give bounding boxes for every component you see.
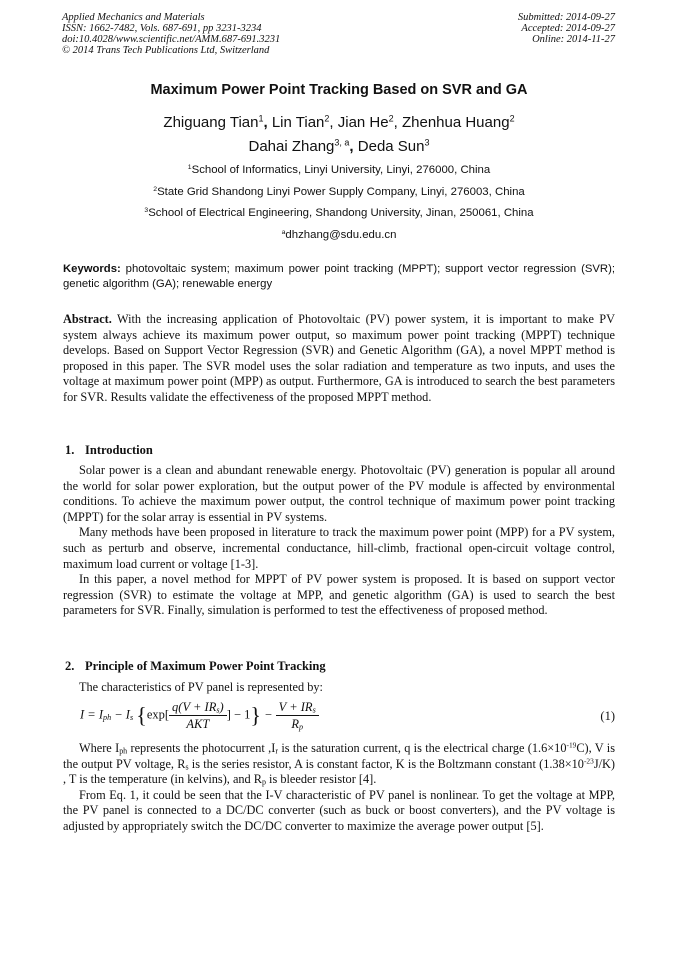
keywords [63, 262, 615, 292]
affiliation-email [0, 229, 678, 241]
text-run: is the series resistor, A is constant factor, K is the Boltzmann constant (1.38×10 [188, 756, 584, 771]
text-run: represents the photocurrent ,I [127, 741, 276, 755]
affiliation-sup: 3 [144, 206, 149, 214]
eq-sub: ph [103, 713, 112, 722]
copyright-line: © 2014 Trans Tech Publications Ltd, Switzerland [62, 45, 270, 56]
eq-den: R [291, 717, 299, 731]
equation-1: $I = I_{ph} - I_s$ {exp[ $\frac{q(V + IR_s)}{\text{AKT}}$ ] − 1} − $\frac{V + IR_s}{R_p}$ (1) [80, 700, 615, 732]
doi-line[interactable]: doi:10.4028/www.scientific.net/AMM.687-691.3231 [62, 34, 281, 45]
equation-number: (1) [600, 709, 615, 723]
author-name: Dahai Zhang [248, 138, 335, 155]
affiliation-sup: 1 [187, 163, 192, 171]
author-sup: 2 [388, 113, 394, 124]
affiliation-3 [0, 207, 678, 219]
principle-intro [63, 680, 615, 696]
eq-term: − [260, 707, 276, 722]
text-sub: r [275, 746, 278, 756]
section-heading-principle [65, 659, 326, 674]
author-name: Jian He [337, 114, 389, 131]
author-line-2: Dahai Zhang$^{3, a}$, Deda Sun$^3$ [248, 137, 430, 155]
eq-num: q(V + IR [172, 700, 217, 714]
eq-term: I = I [80, 707, 104, 722]
affiliation-sup: 2 [153, 185, 158, 193]
paragraph: Solar power is a clean and abundant renewable energy. Photovoltaic (PV) generation is popular all around the world for solar power exploration, but the output power of the PV module is affected by environmental conditions. To achieve the maximum power output, the control technique of maximum power point tracking (MPPT) for the solar array is essential in PV systems. [63, 463, 615, 524]
keywords-text: photovoltaic system; maximum power point tracking (MPPT); support vector regression (SVR); genetic algorithm (GA); renewable energy [63, 263, 615, 290]
journal-header-right [518, 12, 615, 45]
paragraph: Many methods have been proposed in literature to track the maximum power point (MPP) for a PV system, such as perturb and observe, incremental conductance, hill-climb, fractional open-circuit voltage control, maximum load current or voltage [1-3]. [63, 525, 615, 571]
text-run: C), V is the output PV voltage, R [63, 741, 615, 771]
text-run: J/K) , T is the temperature (in kelvins), and R [63, 756, 615, 787]
text-run: Where I [79, 741, 120, 755]
eq-sub: p [298, 722, 304, 732]
accepted-date: Accepted: 2014-09-27 [521, 23, 615, 34]
journal-header-left [62, 12, 280, 56]
eq-sub: s [312, 705, 316, 715]
author-sup: 3, a [334, 137, 350, 148]
eq-num: ) [219, 700, 224, 714]
abstract [63, 312, 615, 406]
text-sub: p [261, 777, 266, 787]
affiliation-sup: a [281, 228, 286, 236]
affiliation-text: School of Informatics, Linyi University, Linyi, 276000, China [191, 164, 491, 176]
abstract-text: With the increasing application of Photovoltaic (PV) power system, it is important to make PV system always achieve its maximum power output, so maximum power point tracking (MPPT) technique develops. Based on Support Vector Regression (SVR) and Genetic Algorithm (GA), a novel MPPT method is proposed in this paper. The SVR model uses the solar radiation and temperature as two inputs, and uses the voltage at maximum power point (MPP) as output. Furthermore, GA is introduced to search the best parameters for SVR. Results validate the effectiveness of the proposed MPPT method. [63, 312, 615, 404]
section-number: 1. [65, 443, 75, 457]
author-sup: 1 [258, 113, 264, 124]
online-date: Online: 2014-11-27 [532, 34, 615, 45]
section-number: 2. [65, 659, 75, 673]
paper-title: Maximum Power Point Tracking Based on SVR and GA [150, 82, 528, 98]
author-name: Lin Tian [271, 114, 325, 131]
affiliation-1 [0, 164, 678, 176]
eq-num: V + IR [278, 700, 313, 714]
paragraph: The characteristics of PV panel is represented by: [79, 680, 323, 694]
author-name: Zhiguang Tian [163, 114, 259, 131]
eq-term: ] − 1 [226, 707, 251, 722]
affiliation-text: School of Electrical Engineering, Shandong University, Jinan, 250061, China [148, 207, 534, 219]
author-name: Zhenhua Huang [401, 114, 510, 131]
paragraph: From Eq. 1, it could be seen that the I-V characteristic of PV panel is nonlinear. To get the voltage at MPP, the PV panel is connected to a DC/DC converter (such as buck or boost converters), and the PV voltage is adjusted by appropriately switch the DC/DC converter to maximize the average power output [5]. [63, 787, 615, 833]
author-sup: 3 [424, 137, 430, 148]
eq-sub: s [129, 713, 134, 722]
author-sup: 2 [509, 113, 515, 124]
affiliation-text: State Grid Shandong Linyi Power Supply Company, Linyi, 276003, China [157, 186, 525, 198]
issn-line: ISSN: 1662-7482, Vols. 687-691, pp 3231-3234 [62, 23, 262, 34]
text-sup: -23 [583, 756, 594, 766]
section-title: Principle of Maximum Power Point Tracking [85, 659, 326, 673]
eq-fraction [169, 699, 227, 732]
eq-term: − I [111, 707, 130, 722]
eq-sub: s [216, 705, 220, 715]
text-sub: s [185, 762, 189, 772]
text-run: is the saturation current, q is the electrical charge (1.6×10 [278, 741, 567, 755]
keywords-label: Keywords: [63, 263, 121, 275]
text-run: is bleeder resistor [4]. [265, 772, 377, 787]
eq-term: exp[ [146, 707, 170, 722]
eq-den: AKT [186, 717, 210, 731]
author-line-1: Zhiguang Tian$^1$, Lin Tian$^2$, Jian He$^2$, Zhenhua Huang$^2$ [163, 113, 515, 131]
text-sub: ph [119, 746, 128, 756]
section-heading-introduction [65, 443, 153, 458]
submitted-date: Submitted: 2014-09-27 [517, 12, 615, 23]
journal-name: Applied Mechanics and Materials [62, 12, 205, 23]
author-name: Deda Sun [357, 138, 425, 155]
email-link[interactable]: dhzhang@sdu.edu.cn [285, 229, 397, 241]
author-sup: 2 [324, 113, 330, 124]
principle-body [63, 741, 615, 835]
abstract-label: Abstract. [63, 312, 112, 326]
text-sup: -19 [566, 740, 577, 750]
paragraph: In this paper, a novel method for MPPT of PV power system is proposed. It is based on support vector regression (SVR) to estimate the voltage at MPP, and genetic algorithm (GA) is used to search the best parameters for SVR. Finally, simulation is performed to test the effectiveness of proposed method. [63, 572, 615, 618]
paragraph [63, 741, 615, 788]
affiliation-2 [0, 186, 678, 198]
introduction-body [63, 463, 615, 619]
eq-fraction [276, 699, 319, 732]
section-title: Introduction [85, 443, 153, 457]
